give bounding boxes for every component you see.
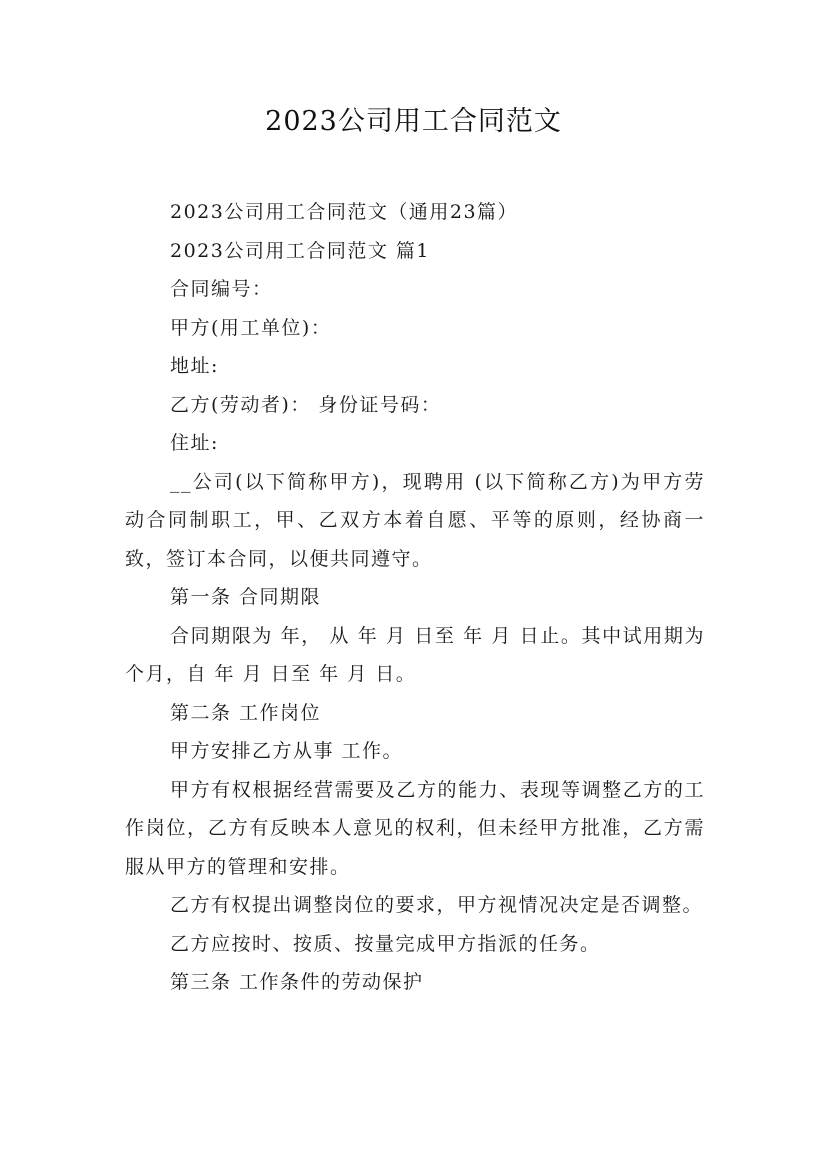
body-paragraph: 甲方有权根据经营需要及乙方的能力、表现等调整乙方的工作岗位，乙方有反映本人意见的权利，但未经甲方批准，乙方需服从甲方的管理和安排。 xyxy=(125,778,705,878)
document-body xyxy=(125,193,705,1002)
body-paragraph: 乙方有权提出调整岗位的要求，甲方视情况决定是否调整。 xyxy=(170,894,704,916)
contract-number-field: 合同编号： xyxy=(170,278,273,300)
residence-field: 住址: xyxy=(170,432,219,454)
section-heading: 2023公司用工合同范文 篇1 xyxy=(170,239,430,262)
body-paragraph: 甲方安排乙方从事 工作。 xyxy=(170,740,404,762)
preamble-paragraph: __公司(以下简称甲方)，现聘用 (以下简称乙方)为甲方劳动合同制职工，甲、乙双方本着自愿、平等的原则，经协商一致，签订本合同，以便共同遵守。 xyxy=(125,470,705,570)
subtitle-line: 2023公司用工合同范文（通用23篇） xyxy=(170,201,519,223)
party-b-field: 乙方(劳动者)： 身份证号码： xyxy=(170,393,442,416)
article-heading: 第二条 工作岗位 xyxy=(170,701,322,724)
document-title: 2023公司用工合同范文 xyxy=(265,106,562,137)
address-field: 地址: xyxy=(170,355,219,377)
body-paragraph: 乙方应按时、按质、按量完成甲方指派的任务。 xyxy=(170,932,601,955)
body-paragraph: 合同期限为 年， 从 年 月 日至 年 月 日止。其中试用期为 个月，自 年 月 日至 年 月 日。 xyxy=(125,624,705,685)
party-a-field: 甲方(用工单位)： xyxy=(170,316,332,339)
article-heading: 第三条 工作条件的劳动保护 xyxy=(170,971,424,993)
article-heading: 第一条 合同期限 xyxy=(170,586,322,608)
